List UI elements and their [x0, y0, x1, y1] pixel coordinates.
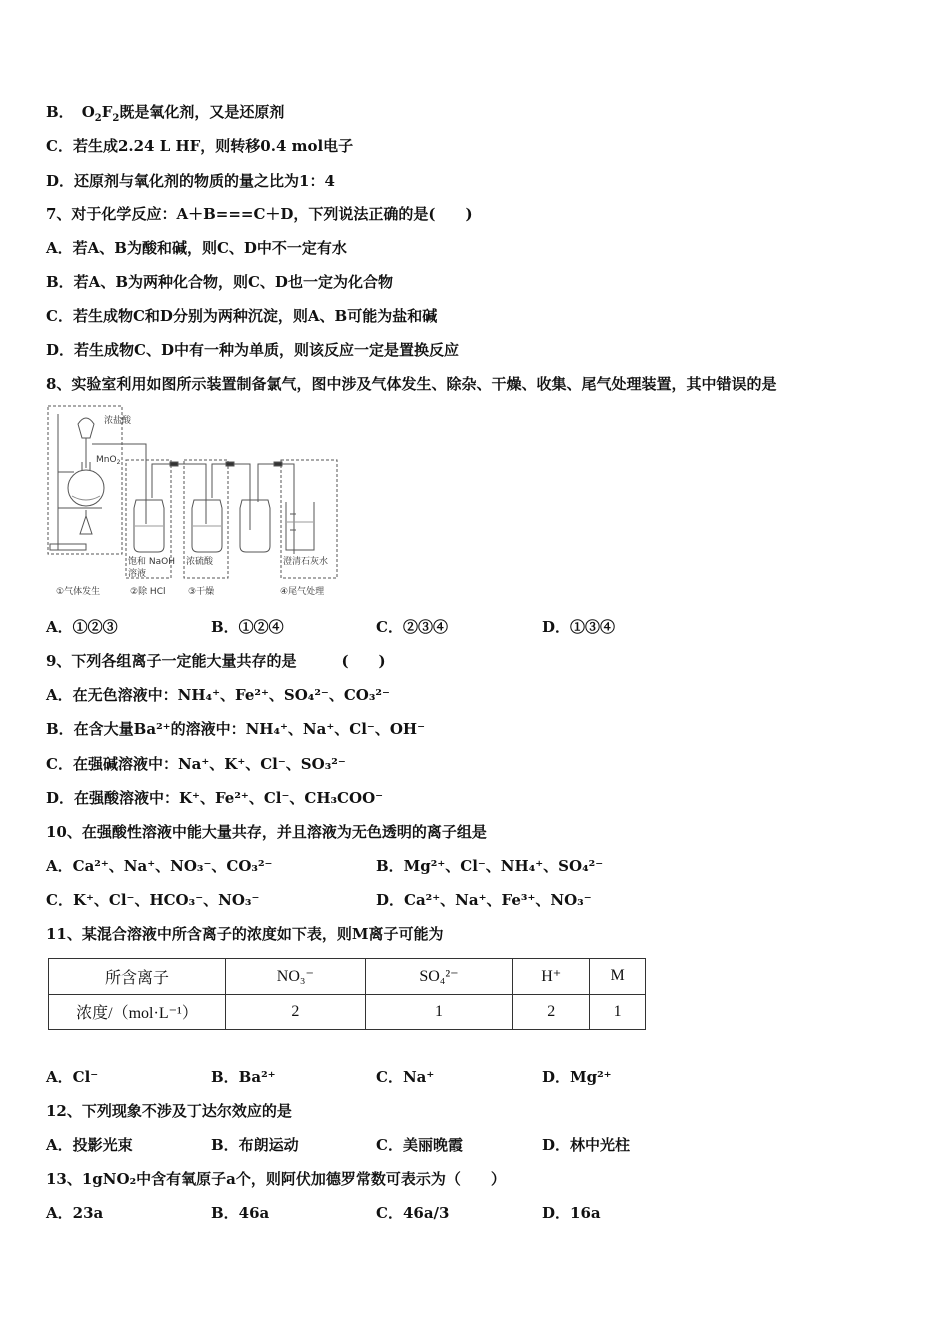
q6-option-b: B． $O_2F_2$既是氧化剂，又是还原剂 [46, 103, 285, 124]
q8-option-a: A．①②③ [46, 618, 118, 636]
q12-option-c: C．美丽晚霞 [376, 1136, 463, 1154]
label-naoh-solution: 溶液 [128, 569, 147, 579]
q9-option-a: A．在无色溶液中：NH₄⁺、Fe²⁺、SO₄²⁻、CO₃²⁻ [46, 686, 390, 704]
q13-option-b: B．46a [211, 1204, 270, 1222]
table-cell: 1 [365, 994, 513, 1030]
label-conc-h2so4: 浓硫酸 [186, 557, 214, 567]
table-cell: SO₄²⁻ [365, 959, 513, 995]
q10-stem: 10、在强酸性溶液中能大量共存，并且溶液为无色透明的离子组是 [46, 823, 487, 841]
q12-option-a: A．投影光束 [46, 1136, 133, 1154]
q7-option-a: A．若A、B为酸和碱，则C、D中不一定有水 [46, 239, 347, 257]
table-cell: 2 [513, 994, 590, 1030]
q6-option-d: D．还原剂与氧化剂的物质的量之比为1：4 [46, 172, 335, 190]
q11-option-d: D．Mg²⁺ [542, 1068, 612, 1086]
q7-stem: 7、对于化学反应：A＋B===C＋D，下列说法正确的是( ) [46, 205, 473, 223]
chlorine-apparatus-figure [46, 404, 341, 600]
label-limewater: 澄清石灰水 [283, 557, 329, 567]
box-gas-generation [48, 406, 122, 554]
caption-gas-generation: ①气体发生 [56, 587, 101, 597]
label-mno2: MnO$_2$ [96, 455, 121, 466]
table-cell: NO₃⁻ [226, 959, 366, 995]
q8-stem: 8、实验室利用如图所示装置制备氯气，图中涉及气体发生、除杂、干燥、收集、尾气处理装置，其中错误的是 [46, 375, 777, 393]
q9-option-b: B．在含大量Ba²⁺的溶液中：NH₄⁺、Na⁺、Cl⁻、OH⁻ [46, 720, 425, 738]
q10-option-c: C．K⁺、Cl⁻、HCO₃⁻、NO₃⁻ [46, 891, 260, 909]
q9-stem: 9、下列各组离子一定能大量共存的是 ( ) [46, 652, 386, 670]
q10-option-a: A．Ca²⁺、Na⁺、NO₃⁻、CO₃²⁻ [46, 857, 273, 875]
q10-option-b: B．Mg²⁺、Cl⁻、NH₄⁺、SO₄²⁻ [376, 857, 604, 875]
q8-option-d: D．①③④ [542, 618, 616, 636]
caption-drying: ③干燥 [188, 587, 215, 597]
table-cell: 2 [226, 994, 366, 1030]
q11-option-c: C．Na⁺ [376, 1068, 435, 1086]
q9-option-c: C．在强碱溶液中：Na⁺、K⁺、Cl⁻、SO₃²⁻ [46, 755, 346, 773]
table-cell: H⁺ [513, 959, 590, 995]
q7-option-b: B．若A、B为两种化合物，则C、D也一定为化合物 [46, 273, 393, 291]
table-cell: 所含离子 [49, 959, 226, 995]
table-cell: M [590, 959, 646, 995]
q13-stem: 13、1gNO₂中含有氧原子a个，则阿伏加德罗常数可表示为（ ） [46, 1170, 506, 1188]
q9-option-d: D．在强酸溶液中：K⁺、Fe²⁺、Cl⁻、CH₃COO⁻ [46, 789, 384, 807]
q8-option-c: C．②③④ [376, 618, 448, 636]
table-header-row [49, 959, 646, 995]
q12-option-b: B．布朗运动 [211, 1136, 299, 1154]
q12-option-d: D．林中光柱 [542, 1136, 631, 1154]
q10-option-d: D．Ca²⁺、Na⁺、Fe³⁺、NO₃⁻ [376, 891, 592, 909]
label-conc-hcl: 浓盐酸 [104, 416, 132, 426]
q13-option-a: A．23a [46, 1204, 104, 1222]
ion-concentration-table [48, 958, 646, 1030]
q12-stem: 12、下列现象不涉及丁达尔效应的是 [46, 1102, 292, 1120]
q13-option-d: D．16a [542, 1204, 601, 1222]
q11-option-a: A．Cl⁻ [46, 1068, 99, 1086]
caption-remove-hcl: ②除 HCl [130, 587, 166, 597]
table-row [49, 994, 646, 1030]
q11-stem: 11、某混合溶液中所含离子的浓度如下表，则M离子可能为 [46, 925, 444, 943]
q13-option-c: C．46a/3 [376, 1204, 450, 1222]
table-cell: 浓度/（mol·L⁻¹） [49, 994, 226, 1030]
q7-option-d: D．若生成物C、D中有一种为单质，则该反应一定是置换反应 [46, 341, 459, 359]
label-naoh: 饱和 NaOH [128, 557, 175, 567]
q6-option-c: C．若生成2.24 L HF，则转移0.4 mol电子 [46, 137, 354, 155]
q8-option-b: B．①②④ [211, 618, 284, 636]
q7-option-c: C．若生成物C和D分别为两种沉淀，则A、B可能为盐和碱 [46, 307, 438, 325]
caption-tail-gas: ④尾气处理 [280, 587, 325, 597]
table-cell: 1 [590, 994, 646, 1030]
q11-option-b: B．Ba²⁺ [211, 1068, 276, 1086]
